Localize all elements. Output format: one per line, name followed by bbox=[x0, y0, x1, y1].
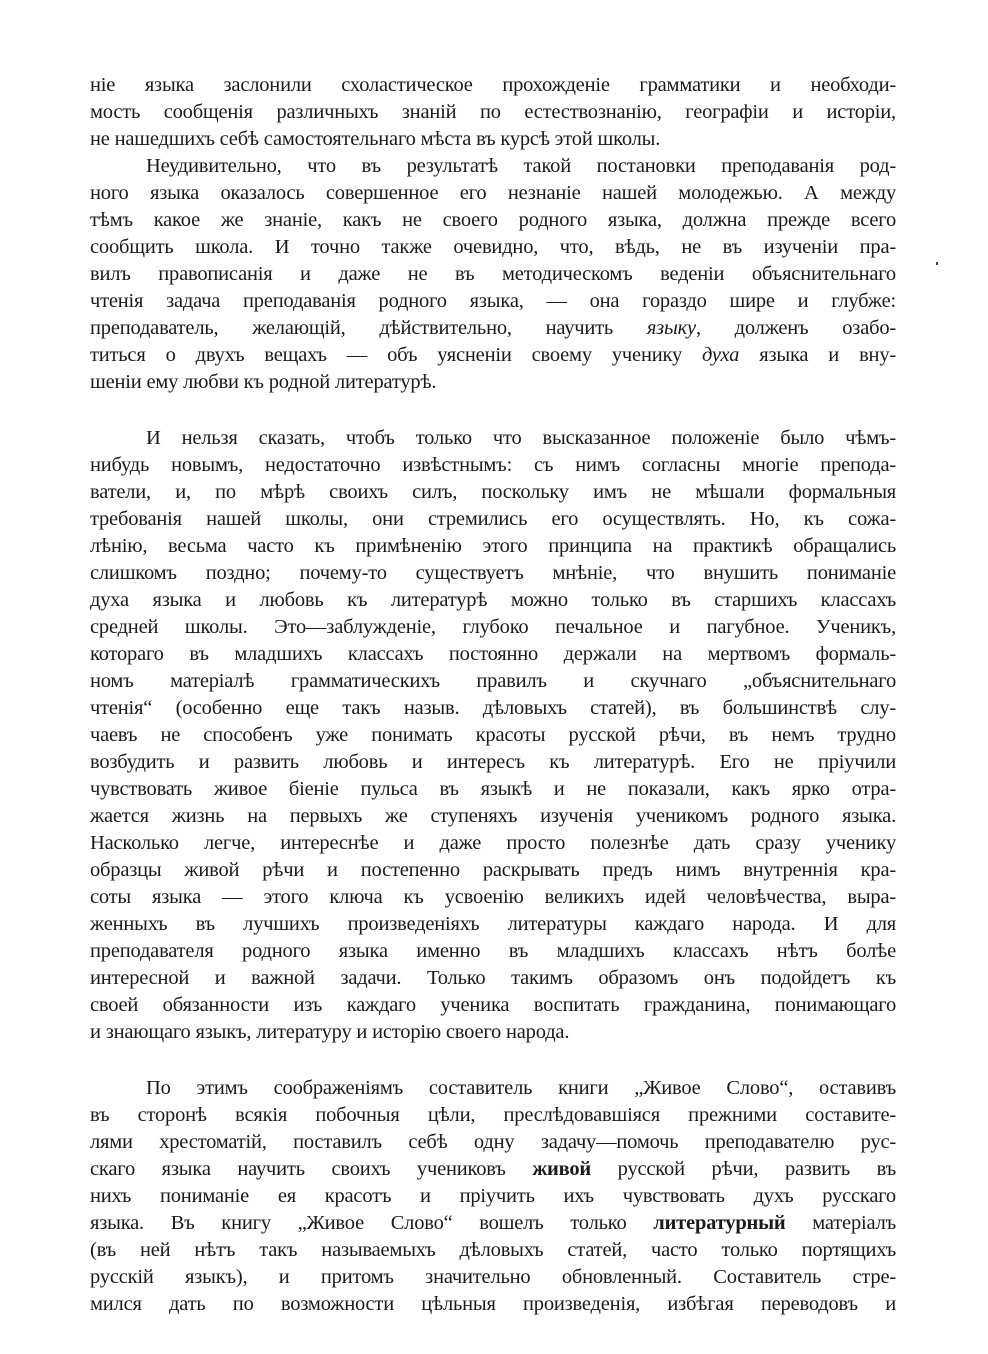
italic-text: языку bbox=[646, 317, 696, 339]
text-segment: , долженъ озабо- bbox=[695, 317, 896, 339]
text-line: образцы живой рѣчи и постепенно раскрывать предъ нимъ внутреннія кра- bbox=[90, 859, 896, 881]
text-line bbox=[90, 342, 896, 369]
text-segment: русской рѣчи, развить въ bbox=[591, 1158, 896, 1180]
text-line: ніе языка заслонили схоластическое прохожденіе грамматики и необходи- bbox=[90, 74, 896, 96]
text-line: женныхъ въ лучшихъ произведеніяхъ литературы каждаго народа. И для bbox=[90, 913, 896, 935]
text-line: шеніи ему любви къ родной литературѣ. bbox=[90, 371, 437, 393]
bold-text: литературный bbox=[653, 1212, 786, 1234]
text-line: въ сторонѣ всякія побочныя цѣли, преслѣдовавшіяся прежними составите- bbox=[90, 1104, 896, 1126]
text-line: чувствовать живое біеніе пульса въ языкѣ и не показали, какъ ярко отра- bbox=[90, 778, 896, 800]
text-segment: скаго языка научить своихъ учениковъ bbox=[90, 1158, 533, 1180]
text-line: И нельзя сказать, чтобъ только что высказанное положеніе было чѣмъ- bbox=[146, 427, 896, 449]
text-line: вилъ правописанія и даже не въ методическомъ веденіи объяснительнаго bbox=[90, 263, 896, 285]
text-segment: матеріалъ bbox=[785, 1212, 896, 1234]
text-line: лѣнію, весьма часто къ примѣненію этого принципа на практикѣ обращались bbox=[90, 535, 896, 557]
text-line: возбудить и развить любовь и интересъ къ литературѣ. Его не пріучили bbox=[90, 751, 896, 773]
text-line: сообщить школа. И точно также очевидно, что, вѣдь, не въ изученіи пра- bbox=[90, 236, 896, 258]
paragraph bbox=[90, 1075, 896, 1318]
text-line: русскій языкъ), и притомъ значительно обновленный. Составитель стре- bbox=[90, 1266, 896, 1288]
text-line: мился дать по возможности цѣльныя произведенія, избѣгая переводовъ и bbox=[90, 1293, 896, 1315]
text-line: ватели, и, по мѣрѣ своихъ силъ, поскольку имъ не мѣшали формальныя bbox=[90, 481, 896, 503]
scan-speck bbox=[936, 262, 938, 265]
text-line: котораго въ младшихъ классахъ постоянно держали на мертвомъ формаль- bbox=[90, 643, 896, 665]
paragraph bbox=[90, 153, 896, 396]
italic-text: духа bbox=[702, 344, 740, 366]
text-line: чтенія“ (особенно еще такъ назыв. дѣловыхъ статей), въ большинствѣ слу- bbox=[90, 697, 896, 719]
bold-text: живой bbox=[532, 1158, 591, 1180]
text-line: преподавателя родного языка именно въ младшихъ классахъ нѣтъ болѣе bbox=[90, 940, 896, 962]
text-line: своей обязанности изъ каждаго ученика воспитать гражданина, понимающаго bbox=[90, 994, 896, 1016]
text-line: чаевъ не способенъ уже понимать красоты русской рѣчи, въ немъ трудно bbox=[90, 724, 896, 746]
text-line: чтенія задача преподаванія родного языка, — она гораздо шире и глубже: bbox=[90, 290, 896, 312]
text-line: Неудивительно, что въ результатѣ такой постановки преподаванія род- bbox=[146, 155, 896, 177]
text-line: ного языка оказалось совершенное его незнаніе нашей молодежью. А между bbox=[90, 182, 896, 204]
paragraph bbox=[90, 425, 896, 1046]
text-line: не нашедшихъ себѣ самостоятельнаго мѣста въ курсѣ этой школы. bbox=[90, 128, 661, 150]
text-line: духа языка и любовь къ литературѣ можно только въ старшихъ классахъ bbox=[90, 589, 896, 611]
text-line: и знающаго языкъ, литературу и исторію своего народа. bbox=[90, 1021, 570, 1043]
text-line: слишкомъ поздно; почему-то существуетъ мнѣніе, что внушить пониманіе bbox=[90, 562, 896, 584]
text-segment: языка и вну- bbox=[739, 344, 896, 366]
text-segment: языка. Въ книгу „Живое Слово“ вошелъ только bbox=[90, 1212, 654, 1234]
text-line: жается жизнь на первыхъ же ступеняхъ изученія ученикомъ родного языка. bbox=[90, 805, 896, 827]
text-line: средней школы. Это—заблужденіе, глубоко печальное и пагубное. Ученикъ, bbox=[90, 616, 896, 638]
text-line: По этимъ соображеніямъ составитель книги „Живое Слово“, оставивъ bbox=[146, 1077, 896, 1099]
text-line: нибудь новымъ, недостаточно извѣстнымъ: съ нимъ согласны многіе препода- bbox=[90, 454, 896, 476]
text-line: (въ ней нѣтъ такъ называемыхъ дѣловыхъ статей, часто только портящихъ bbox=[90, 1239, 896, 1261]
text-line: лями хрестоматій, поставилъ себѣ одну задачу—помочь преподавателю рус- bbox=[90, 1131, 896, 1153]
text-line: Насколько легче, интереснѣе и даже просто полезнѣе дать сразу ученику bbox=[90, 832, 896, 854]
text-line: мость сообщенія различныхъ знаній по естествознанію, географіи и исторіи, bbox=[90, 101, 896, 123]
text-line bbox=[90, 1210, 896, 1237]
text-line: интересной и важной задачи. Только такимъ образомъ онъ подойдетъ къ bbox=[90, 967, 896, 989]
text-line bbox=[90, 1156, 896, 1183]
text-line: тѣмъ какое же знаніе, какъ не своего родного языка, должна прежде всего bbox=[90, 209, 896, 231]
text-segment: преподаватель, желающій, дѣйствительно, научить bbox=[90, 317, 647, 339]
document-page bbox=[90, 72, 896, 1318]
text-line: соты языка — этого ключа къ усвоенію великихъ идей человѣчества, выра- bbox=[90, 886, 896, 908]
text-line: номъ матеріалѣ грамматическихъ правилъ и скучнаго „объяснительнаго bbox=[90, 670, 896, 692]
text-segment: титься о двухъ вещахъ — объ уясненіи своему ученику bbox=[90, 344, 703, 366]
paragraph bbox=[90, 72, 896, 153]
text-line bbox=[90, 315, 896, 342]
text-line: нихъ пониманіе ея красотъ и пріучить ихъ чувствовать духъ русскаго bbox=[90, 1185, 896, 1207]
text-line: требованія нашей школы, они стремились его осуществлять. Но, къ сожа- bbox=[90, 508, 896, 530]
